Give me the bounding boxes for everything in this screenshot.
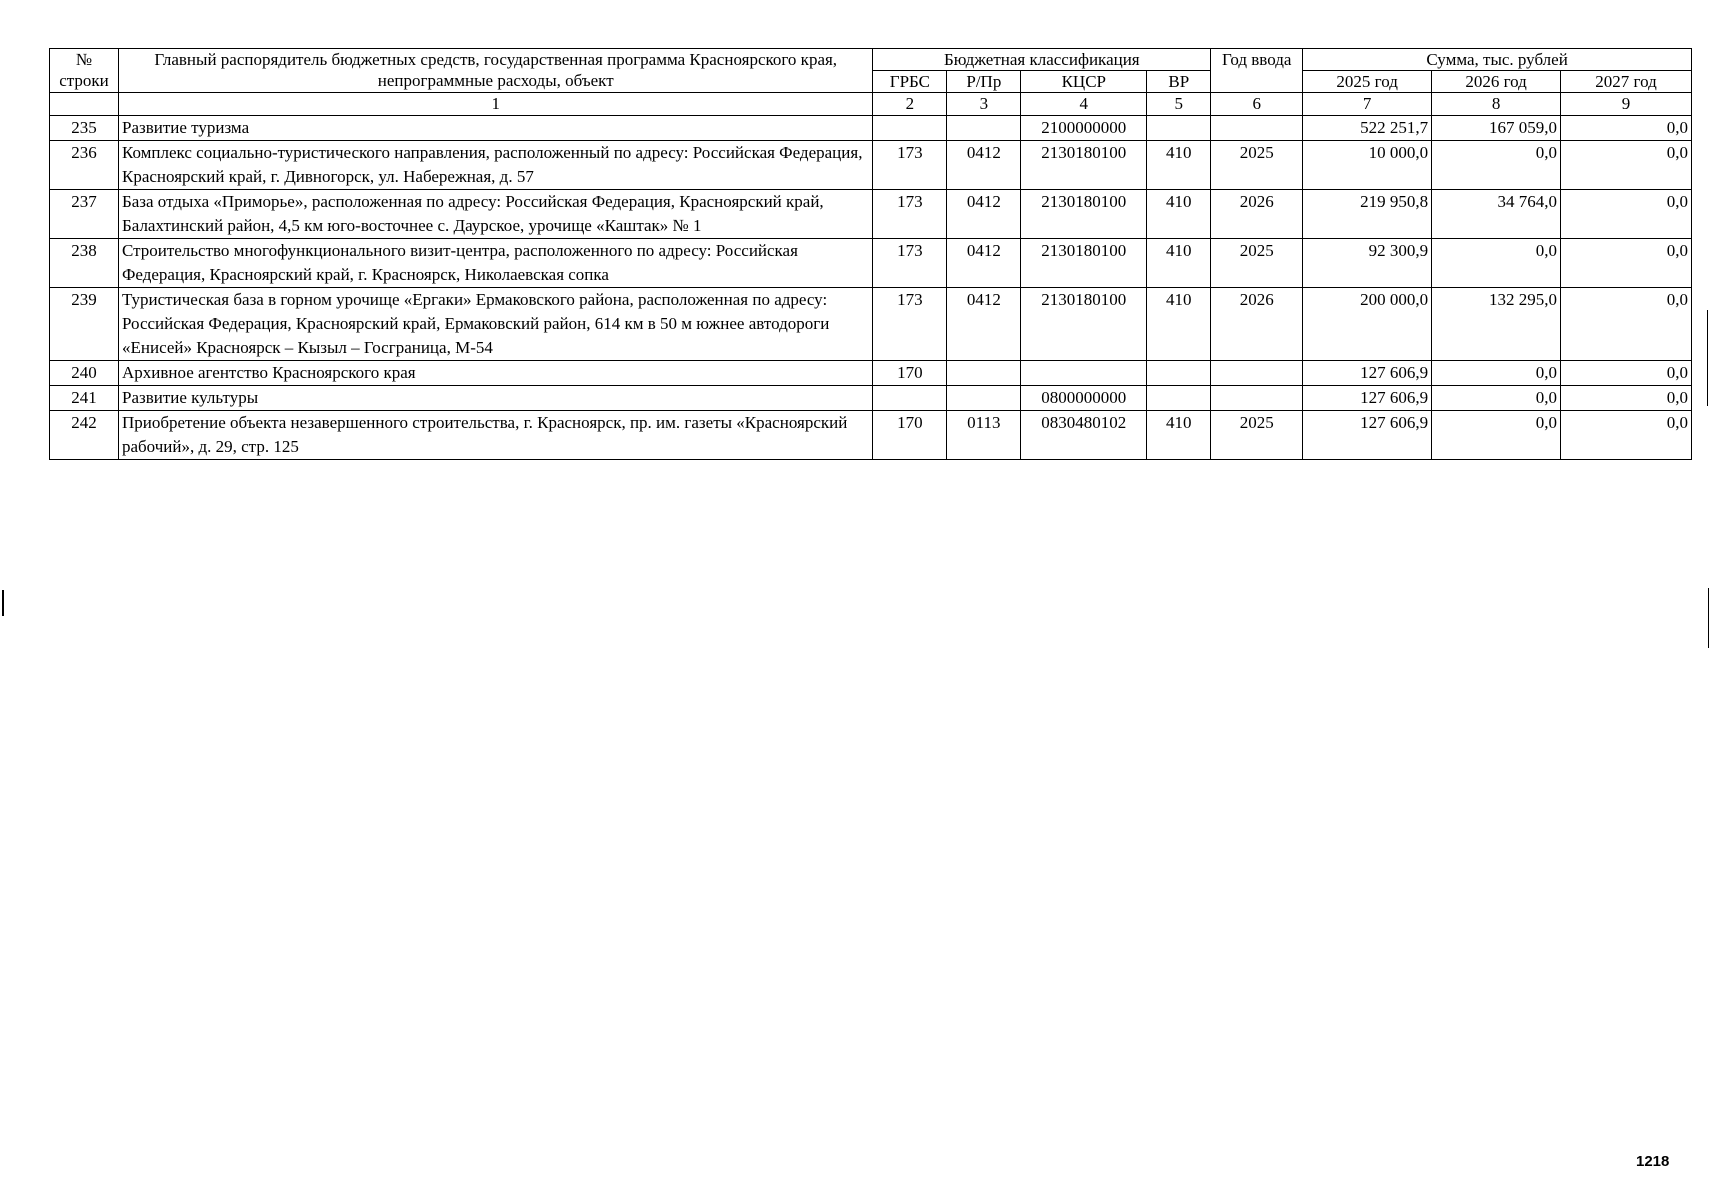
row-year: 2025: [1211, 141, 1303, 190]
row-rpr: 0113: [947, 411, 1021, 460]
table-row: [50, 239, 1692, 288]
column-number: 8: [1432, 93, 1561, 116]
row-sum-2025: 127 606,9: [1303, 361, 1432, 386]
row-rpr: 0412: [947, 141, 1021, 190]
row-sum-2026: 167 059,0: [1432, 116, 1561, 141]
table-row: [50, 190, 1692, 239]
header-year-2025: 2025 год: [1303, 71, 1432, 93]
row-name: Строительство многофункционального визит-центра, расположенного по адресу: Российская Федерация, Красноярский край, г. Красноярск, Николаевская сопка: [118, 239, 872, 288]
table-row: [50, 288, 1692, 361]
row-number: 240: [50, 361, 119, 386]
row-number: 235: [50, 116, 119, 141]
row-vr: 410: [1147, 141, 1211, 190]
row-name: База отдыха «Приморье», расположенная по адресу: Российская Федерация, Красноярский край, Балахтинский район, 4,5 км юго-восточнее с. Даурское, урочище «Каштак» № 1: [118, 190, 872, 239]
row-kcsr: [1021, 361, 1147, 386]
row-kcsr: 2130180100: [1021, 288, 1147, 361]
row-vr: 410: [1147, 239, 1211, 288]
row-vr: [1147, 116, 1211, 141]
row-sum-2027: 0,0: [1561, 141, 1692, 190]
column-number: 9: [1561, 93, 1692, 116]
row-year: 2025: [1211, 239, 1303, 288]
row-year: 2025: [1211, 411, 1303, 460]
row-grbs: 170: [873, 361, 947, 386]
row-grbs: 173: [873, 190, 947, 239]
header-kcsr: КЦСР: [1021, 71, 1147, 93]
row-rpr: [947, 361, 1021, 386]
budget-table: [49, 48, 1692, 460]
column-number-row: [50, 93, 1692, 116]
row-grbs: 173: [873, 141, 947, 190]
table-row: [50, 411, 1692, 460]
row-kcsr: 2130180100: [1021, 239, 1147, 288]
header-budget-classification: Бюджетная классификация: [873, 49, 1211, 71]
header-year-commissioned: Год ввода: [1211, 49, 1303, 93]
scan-mark-right-upper: [1707, 310, 1708, 406]
row-sum-2026: 34 764,0: [1432, 190, 1561, 239]
scan-mark-right-lower: [1708, 588, 1709, 648]
row-name: Развитие туризма: [118, 116, 872, 141]
column-number: 2: [873, 93, 947, 116]
row-sum-2025: 10 000,0: [1303, 141, 1432, 190]
column-number: 3: [947, 93, 1021, 116]
row-kcsr: 0800000000: [1021, 386, 1147, 411]
row-kcsr: 0830480102: [1021, 411, 1147, 460]
column-number: 7: [1303, 93, 1432, 116]
column-number: 6: [1211, 93, 1303, 116]
row-sum-2027: 0,0: [1561, 361, 1692, 386]
row-sum-2025: 200 000,0: [1303, 288, 1432, 361]
row-number: 236: [50, 141, 119, 190]
row-number: 237: [50, 190, 119, 239]
row-sum-2025: 127 606,9: [1303, 386, 1432, 411]
column-number: 4: [1021, 93, 1147, 116]
row-number: 241: [50, 386, 119, 411]
header-year-2026: 2026 год: [1432, 71, 1561, 93]
row-vr: 410: [1147, 288, 1211, 361]
row-grbs: 173: [873, 288, 947, 361]
row-sum-2027: 0,0: [1561, 411, 1692, 460]
row-vr: 410: [1147, 411, 1211, 460]
row-name: Приобретение объекта незавершенного строительства, г. Красноярск, пр. им. газеты «Красноярский рабочий», д. 29, стр. 125: [118, 411, 872, 460]
row-sum-2025: 219 950,8: [1303, 190, 1432, 239]
row-number: 242: [50, 411, 119, 460]
row-sum-2026: 0,0: [1432, 386, 1561, 411]
row-grbs: 173: [873, 239, 947, 288]
row-sum-2025: 522 251,7: [1303, 116, 1432, 141]
header-vr: ВР: [1147, 71, 1211, 93]
row-sum-2026: 0,0: [1432, 361, 1561, 386]
header-row-number-line2: строки: [59, 71, 109, 90]
row-number: 239: [50, 288, 119, 361]
row-vr: [1147, 361, 1211, 386]
row-sum-2027: 0,0: [1561, 116, 1692, 141]
row-sum-2027: 0,0: [1561, 190, 1692, 239]
scan-mark-left: [2, 590, 4, 616]
row-sum-2026: 0,0: [1432, 239, 1561, 288]
row-grbs: 170: [873, 411, 947, 460]
row-kcsr: 2100000000: [1021, 116, 1147, 141]
row-kcsr: 2130180100: [1021, 190, 1147, 239]
row-sum-2025: 92 300,9: [1303, 239, 1432, 288]
header-rpr: Р/Пр: [947, 71, 1021, 93]
table-row: [50, 116, 1692, 141]
row-rpr: 0412: [947, 288, 1021, 361]
header-amount: Сумма, тыс. рублей: [1303, 49, 1692, 71]
row-name: Комплекс социально-туристического направления, расположенный по адресу: Российская Федерация, Красноярский край, г. Дивногорск, ул. Набережная, д. 57: [118, 141, 872, 190]
row-rpr: [947, 386, 1021, 411]
row-rpr: [947, 116, 1021, 141]
row-vr: [1147, 386, 1211, 411]
row-grbs: [873, 386, 947, 411]
header-grbs: ГРБС: [873, 71, 947, 93]
header-row-number: [50, 49, 119, 93]
row-year: [1211, 386, 1303, 411]
row-grbs: [873, 116, 947, 141]
table-row: [50, 386, 1692, 411]
row-rpr: 0412: [947, 239, 1021, 288]
row-sum-2027: 0,0: [1561, 288, 1692, 361]
table-row: [50, 361, 1692, 386]
row-number: 238: [50, 239, 119, 288]
row-sum-2026: 132 295,0: [1432, 288, 1561, 361]
header-year-2027: 2027 год: [1561, 71, 1692, 93]
header-description: Главный распорядитель бюджетных средств, государственная программа Красноярского края, непрограммные расходы, объект: [118, 49, 872, 93]
row-name: Развитие культуры: [118, 386, 872, 411]
row-sum-2027: 0,0: [1561, 239, 1692, 288]
row-sum-2027: 0,0: [1561, 386, 1692, 411]
row-year: 2026: [1211, 288, 1303, 361]
row-name: Архивное агентство Красноярского края: [118, 361, 872, 386]
row-sum-2026: 0,0: [1432, 141, 1561, 190]
row-sum-2025: 127 606,9: [1303, 411, 1432, 460]
column-number-blank: [50, 93, 119, 116]
row-kcsr: 2130180100: [1021, 141, 1147, 190]
header-row-number-line1: №: [75, 50, 93, 69]
row-vr: 410: [1147, 190, 1211, 239]
row-rpr: 0412: [947, 190, 1021, 239]
column-number: 1: [118, 93, 872, 116]
row-year: [1211, 116, 1303, 141]
row-year: 2026: [1211, 190, 1303, 239]
row-sum-2026: 0,0: [1432, 411, 1561, 460]
column-number: 5: [1147, 93, 1211, 116]
row-name: Туристическая база в горном урочище «Ергаки» Ермаковского района, расположенная по адресу: Российская Федерация, Красноярский край, Ермаковский район, 614 км в 50 м южнее автодороги «Енисей» Красноярск – Кызыл – Госграница, М-54: [118, 288, 872, 361]
row-year: [1211, 361, 1303, 386]
table-row: [50, 141, 1692, 190]
page-number: 1218: [1636, 1153, 1670, 1170]
header-row-1: [50, 49, 1692, 71]
